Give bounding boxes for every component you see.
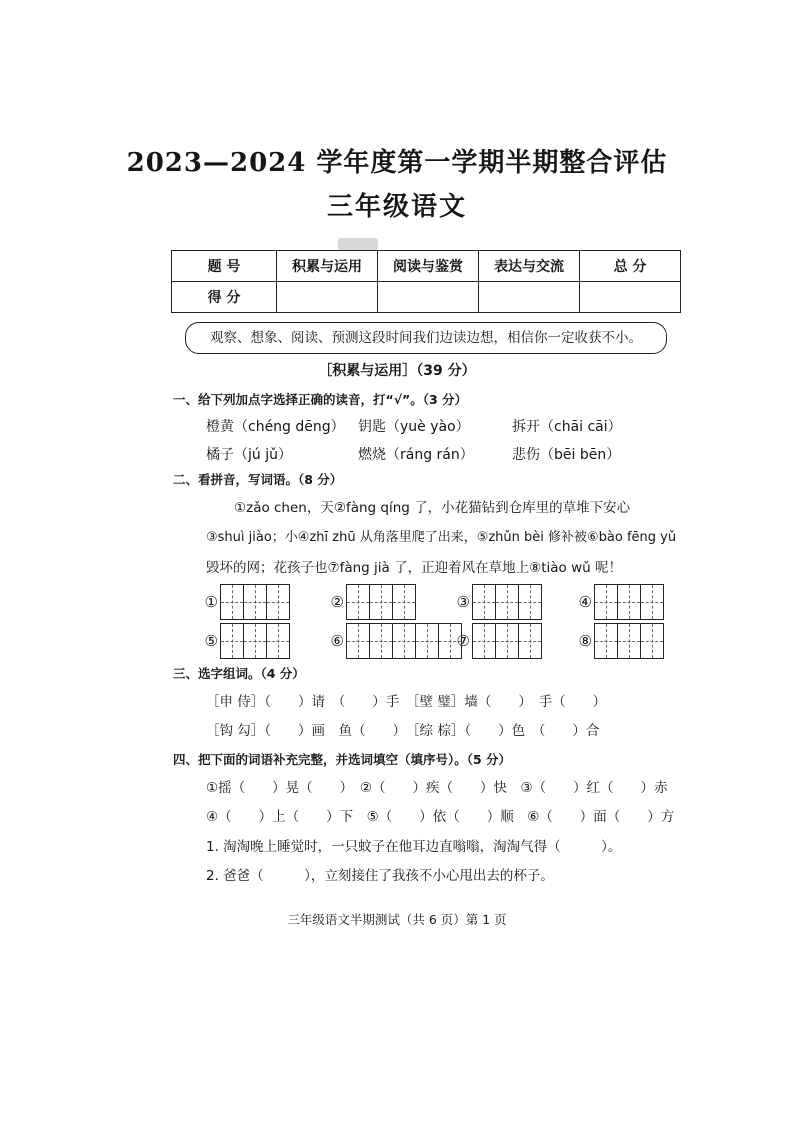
page-footer: 三年级语文半期测试（共 6 页）第 1 页	[287, 912, 507, 927]
character-box[interactable]	[392, 623, 415, 659]
writing-grid[interactable]	[200, 584, 290, 620]
character-box[interactable]	[220, 623, 243, 659]
pinyin-item: 钥匙（yuè yào）	[358, 419, 470, 435]
character-box-group	[346, 584, 416, 620]
character-box[interactable]	[369, 584, 392, 620]
score-table-cell: 阅读与鉴赏	[378, 251, 479, 282]
character-box[interactable]	[369, 623, 392, 659]
word-choice-line: ［申 侍］（ ）请 （ ）手 ［壁 璧］墙（ ） 手（ ）	[206, 694, 607, 710]
grid-number: ⑧	[578, 632, 592, 650]
exam-subtitle: 三年级语文	[326, 192, 467, 222]
grid-number: ⑥	[330, 632, 344, 650]
fill-sentence: 1. 淘淘晚上睡觉时，一只蚊子在他耳边直嗡嗡，淘淘气得（ ）。	[206, 839, 622, 855]
passage-line: ①zǎo chen，天②fàng qíng 了，小花猫钻到仓库里的草堆下安心	[234, 500, 631, 516]
scan-smudge	[338, 238, 378, 250]
pinyin-item: 橙黄（chéng dēng）	[206, 419, 345, 435]
character-box[interactable]	[346, 584, 369, 620]
score-table-score-row	[172, 282, 681, 313]
character-box[interactable]	[243, 584, 266, 620]
writing-grid[interactable]	[326, 623, 462, 659]
grid-number: ⑦	[456, 632, 470, 650]
character-box[interactable]	[472, 623, 495, 659]
character-box-group	[220, 623, 290, 659]
word-choice-line: ［钩 勾］（ ）画 鱼（ ） ［综 棕］（ ）色 （ ）合	[206, 723, 600, 739]
character-box[interactable]	[640, 623, 664, 659]
score-blank[interactable]	[479, 282, 580, 313]
writing-grid[interactable]	[452, 584, 542, 620]
character-box[interactable]	[266, 623, 290, 659]
score-blank[interactable]	[378, 282, 479, 313]
character-box[interactable]	[617, 584, 640, 620]
score-table-cell: 表达与交流	[479, 251, 580, 282]
passage-line: ③shuì jiào；小④zhī zhū 从角落里爬了出来，⑤zhǔn bèi 修补被⑥bào fēng yǔ	[206, 530, 677, 545]
character-box-group	[594, 623, 664, 659]
score-table-cell: 总 分	[580, 251, 681, 282]
pinyin-item: 燃烧（ráng rán）	[358, 447, 474, 463]
passage-line: 毁坏的网；花孩子也⑦fàng jià 了，正迎着风在草地上⑧tiào wǔ 呢！	[206, 560, 622, 576]
score-table	[171, 250, 681, 313]
writing-grid[interactable]	[574, 584, 664, 620]
character-box[interactable]	[415, 623, 438, 659]
character-box-group	[346, 623, 462, 659]
character-box[interactable]	[346, 623, 369, 659]
character-box[interactable]	[220, 584, 243, 620]
character-box-group	[220, 584, 290, 620]
question-1-heading: 一、给下列加点字选择正确的读音，打“√”。（3 分）	[173, 392, 468, 407]
exam-title: 2023—2024 学年度第一学期半期整合评估	[126, 148, 668, 178]
score-table-cell: 题 号	[172, 251, 277, 282]
score-blank[interactable]	[277, 282, 378, 313]
character-box[interactable]	[617, 623, 640, 659]
character-box[interactable]	[243, 623, 266, 659]
character-box[interactable]	[518, 584, 542, 620]
writing-grid[interactable]	[200, 623, 290, 659]
score-table-cell: 积累与运用	[277, 251, 378, 282]
grid-number: ⑤	[204, 632, 218, 650]
idiom-line: ①摇（ ）晃（ ） ②（ ）疾（ ）快 ③（ ）红（ ）赤	[206, 780, 668, 796]
character-box[interactable]	[266, 584, 290, 620]
section-heading: ［积累与运用］（39 分）	[318, 363, 476, 379]
writing-grid[interactable]	[452, 623, 542, 659]
score-table-cell: 得 分	[172, 282, 277, 313]
question-4-heading: 四、把下面的词语补充完整，并选词填空（填序号）。（5 分）	[173, 752, 512, 767]
fill-sentence: 2. 爸爸（ ），立刻接住了我孩不小心甩出去的杯子。	[206, 868, 554, 884]
idiom-line: ④（ ）上（ ）下 ⑤（ ）依（ ）顺 ⑥（ ）面（ ）方	[206, 809, 675, 825]
character-box-group	[472, 584, 542, 620]
character-box-group	[472, 623, 542, 659]
character-box[interactable]	[472, 584, 495, 620]
character-box[interactable]	[495, 584, 518, 620]
character-box[interactable]	[495, 623, 518, 659]
character-box[interactable]	[392, 584, 416, 620]
grid-number: ①	[204, 593, 218, 611]
grid-number: ④	[578, 593, 592, 611]
pinyin-item: 悲伤（bēi bēn）	[512, 447, 621, 463]
score-table-header-row	[172, 251, 681, 282]
grid-number: ③	[456, 593, 470, 611]
pinyin-item: 拆开（chāi cāi）	[512, 419, 622, 435]
character-box[interactable]	[518, 623, 542, 659]
character-box[interactable]	[594, 584, 617, 620]
question-3-heading: 三、选字组词。（4 分）	[173, 666, 305, 681]
writing-grid[interactable]	[574, 623, 664, 659]
pinyin-item: 橘子（jú jǔ）	[206, 447, 292, 463]
grid-number: ②	[330, 593, 344, 611]
character-box[interactable]	[640, 584, 664, 620]
intro-banner: 观察、想象、阅读、预测这段时间我们边读边想，相信你一定收获不小。	[185, 322, 667, 354]
character-box-group	[594, 584, 664, 620]
character-box[interactable]	[594, 623, 617, 659]
score-blank[interactable]	[580, 282, 681, 313]
writing-grid[interactable]	[326, 584, 416, 620]
question-2-heading: 二、看拼音，写词语。（8 分）	[173, 472, 343, 487]
